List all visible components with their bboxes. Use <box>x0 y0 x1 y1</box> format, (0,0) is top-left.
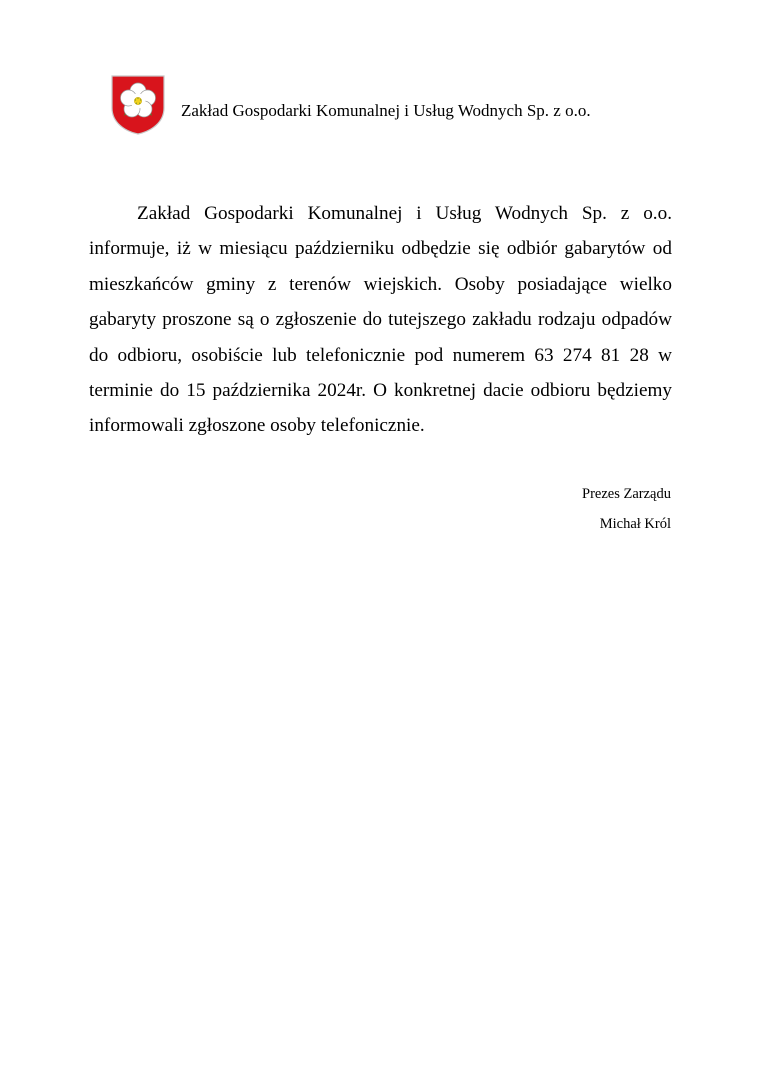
signature-role: Prezes Zarządu <box>582 486 671 502</box>
company-name-heading: Zakład Gospodarki Komunalnej i Usług Wodnych Sp. z o.o. <box>181 101 591 120</box>
signature-block <box>582 479 671 539</box>
announcement-paragraph: Zakład Gospodarki Komunalnej i Usług Wodnych Sp. z o.o. informuje, iż w miesiącu październiku odbędzie się odbiór gabarytów od mieszkańców gminy z terenów wiejskich. Osoby posiadające wielko gabaryty proszone są o zgłoszenie do tutejszego zakładu rodzaju odpadów do odbioru, osobiście lub telefonicznie pod numerem 63 274 81 28 w terminie do 15 października 2024r. O konkretnej dacie odbioru będziemy informowali zgłoszone osoby telefonicznie. <box>89 203 672 437</box>
municipal-coat-of-arms-rose-icon <box>110 74 166 136</box>
letterhead <box>110 74 670 136</box>
signature-name: Michał Król <box>599 516 671 532</box>
